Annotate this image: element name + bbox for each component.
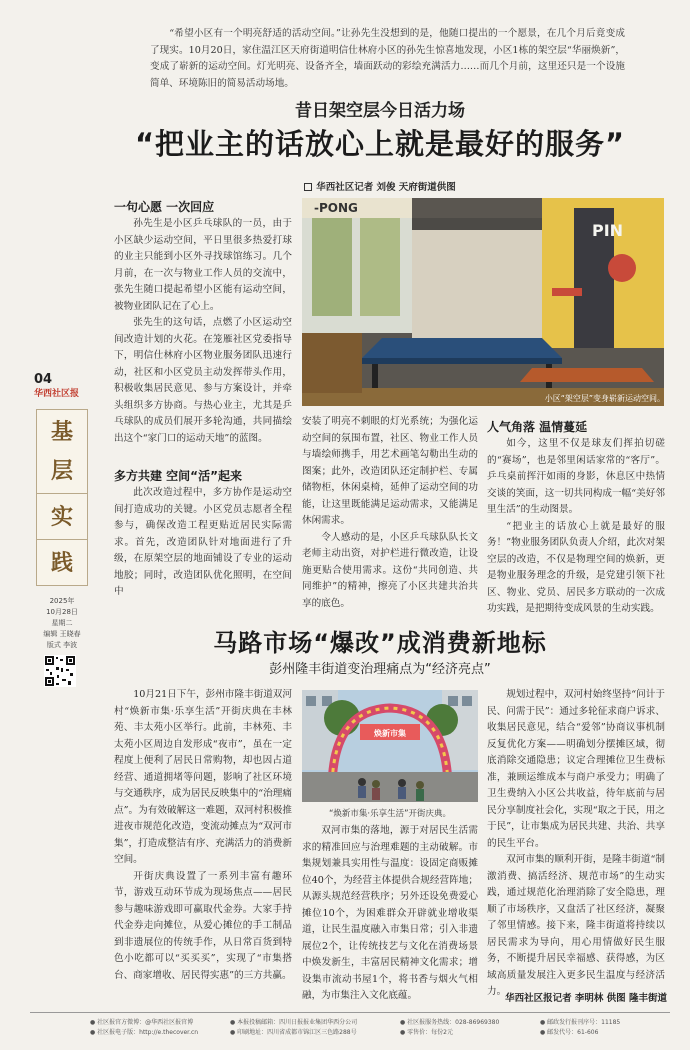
story1-headline: “把业主的话放心上就是最好的服务” <box>134 127 626 161</box>
story2-subheadline: 彭州隆丰街道变治理痛点为“经济亮点” <box>269 662 491 677</box>
issue-weekday: 星期二 <box>51 619 73 627</box>
story2-col-left <box>114 687 292 984</box>
section-char-2: 层 <box>36 448 88 494</box>
story1-p4: 安装了明亮不刺眼的灯光系统；为强化运动空间的氛围布置，社区、物业工作人员与墙绘师携手，用艺术画笔勾勒出生动的图案；此外，改造团队还定制护栏、专属储物柜，休闲桌椅，延伸了运动空间的功能，让这里既能满足运动需求，又能满足休闲需求。 <box>302 416 478 526</box>
footer-postal-number: ● 邮政发行报刊序号：11185 <box>540 1019 621 1026</box>
footer-postal-code: ● 邮发代号：61-606 <box>540 1029 599 1036</box>
story2-p3: 双河市集的落地，源于对居民生活需求的精准回应与治理难题的主动破解。市集规划兼具实用性与温度：设固定商贩摊位40个，为经营主体提供合规经营阵地；从源头规范经营秩序；另外还设免费爱心摊位10个，为困难群众开辟就业增收渠道，让民生温度融入市集日常；引入非遗展位2个，让传统技艺与文化在消费场景中焕发新生，丰富居民精神文化需求；增设集市流动书屋1个，将书香与烟火气相融，为市集注入文化底蕴。 <box>302 825 478 1001</box>
story2-photo-caption: “焕新市集·乐享生活”开街庆典。 <box>328 809 451 819</box>
story1-kicker: 昔日架空层今日活力场 <box>295 101 465 121</box>
section-char-3: 实 <box>36 494 88 540</box>
footer-price: ● 零售价：每份2元 <box>400 1029 453 1036</box>
footer-print-address: ● 印刷地址：四川省成都市锦江区三色路288号 <box>230 1029 357 1036</box>
issue-year: 2025年 <box>49 597 75 605</box>
issue-date <box>34 596 90 651</box>
ping-pong-room-illustration <box>302 198 664 406</box>
story2-headline: 马路市场“爆改”成消费新地标 <box>213 629 547 657</box>
svg-text:焕新市集: 焕新市集 <box>374 729 406 738</box>
story1-p1: 孙先生是小区乒乓球队的一员，由于小区缺少运动空间，平日里很多热爱打球的业主只能到小区外寻找球馆练习。几个月前，在一次与物业工作人员的交流中，张先生随口提起希望小区能有运动空间，被物业团队记在了心上。 <box>114 218 292 312</box>
intro-paragraph <box>150 26 625 92</box>
story1-sub3: 人气角落 温情蔓延 <box>487 420 588 434</box>
story1-photo <box>302 198 664 406</box>
story1-p7: “把业主的话放心上就是最好的服务！”物业服务团队负责人介绍，此次对架空层的改造，不仅是物理空间的焕新，更是物业服务理念的升级，是党建引领下社区、物业、党员、居民多方联动的一次成功实践，是把期待变成风景的生动实践。 <box>487 520 665 614</box>
brand-label: 华西社区报 <box>34 389 80 399</box>
story2-p4: 规划过程中，双河村始终坚持“问计于民、问需于民”：通过多轮征求商户诉求、收集居民意见，结合“爱邻”协商议事机制反复优化方案——明确划分摆摊区域，彻底消除交通隐患；议定合理摊位卫生费标准，兼顾运维成本与商户承受力；明确了卫生费纳入小区公共收益，待年底前与居民分享制度社会化，实现“取之于民，用之于民”，让市集成为居民共建、共治、共享的民生平台。 <box>487 689 665 849</box>
story1-p6: 如今，这里不仅是球友们挥拍切磋的“赛场”，也是邻里闲话家常的“客厅”。乒乓桌前挥汗如雨的身影，休息区中热情交谈的笑面，这一切共同构成一幅“美好邻里生活”的生动图景。 <box>487 438 665 515</box>
story2-photo <box>302 690 478 802</box>
story2-byline: 华西社区报记者 李明林 供图 隆丰街道 <box>505 993 667 1004</box>
story1-col-middle <box>302 414 478 612</box>
story1-p5: 令人感动的是，小区乒乓球队队长文老师主动出资，对护栏进行微改造，让设施更贴合使用需求。这份“共同创造、共同维护”的精神，擦亮了小区共建共治共享的底色。 <box>302 531 478 609</box>
page-number: 04 <box>34 372 53 387</box>
issue-day: 10月28日 <box>46 608 78 616</box>
issue-editor: 编辑 王晓春 <box>43 630 81 638</box>
qr-code-icon <box>44 655 76 687</box>
footer-weibo: ● 社区报官方微博：@华西社区报官博 <box>90 1019 194 1026</box>
story1-p2: 张先生的这句话，点燃了小区运动空间改造计划的火花。在笼雁社区党委指导下，明信仕林府小区物业服务团队迅速行动，社区和小区党员主动发挥带头作用，积极收集居民意见、参与方案设计，并牵头组织多方协商。与热心业主，尤其是乒乓球队的成员们展开多轮沟通，共同描绘出这个“家门口的运动天地”的蓝图。 <box>114 317 292 444</box>
story1-byline <box>100 180 660 196</box>
section-char-4: 践 <box>36 540 88 586</box>
svg-text:PIN: PIN <box>592 221 624 240</box>
story2-col-middle <box>302 823 478 1005</box>
footer-hotline: ● 社区报服务热线：028-86969380 <box>400 1019 500 1026</box>
square-icon <box>304 183 312 191</box>
story2-p5: 双河市集的顺利开街，是隆丰街道“制激消费、搞活经济、规范市场”的生动实践，通过规范化治理消除了安全隐患，理顺了市场秩序，又盘活了社区经济，凝聚了邻里情感。接下来，隆丰街道将持续以居民需求为导向，用心用情做好民生服务，不断提升居民幸福感、获得感，为区域高质量发展注入更多民生温度与经济活力。 <box>487 854 665 997</box>
story1-sub1: 一句心愿 一次回应 <box>114 200 215 214</box>
story1-sub2: 多方共建 空间“活”起来 <box>114 469 242 483</box>
story1-col-right <box>487 418 665 618</box>
story1-col-left <box>114 198 292 601</box>
story1-byline-text: 华西社区记者 刘俊 天府街道供图 <box>316 182 456 193</box>
issue-designer: 版式 李波 <box>46 641 78 649</box>
intro-text: “希望小区有一个明亮舒适的活动空间。”让孙先生没想到的是，他随口提出的一个愿景，在几个月后竟变成了现实。10月20日，家住温江区天府街道明信仕林府小区的孙先生惊喜地发现，小区1栋的架空层“华丽焕新”，变成了崭新的运动空间。灯光明亮、设备齐全，墙面跃动的彩绘充满活力……而几个月前，这里还只是一个设施简单、环境陈旧的简易活动场地。 <box>150 28 625 89</box>
story1-p3: 此次改造过程中，多方协作是运动空间打造成功的关键。小区党员志愿者全程参与，确保改造工程更贴近居民实际需求。首先，改造团队针对地面进行了升级，在原架空层的地面铺设了专业的运动地胶；同时，改造团队优化照明，在空间中 <box>114 487 292 597</box>
story1-photo-caption: 小区“架空层”变身崭新运动空间。 <box>544 394 665 403</box>
footer-divider <box>30 1012 670 1013</box>
story2-col-right <box>487 687 665 1001</box>
market-opening-illustration <box>302 690 478 802</box>
section-char-1: 基 <box>36 409 88 455</box>
svg-text:-PONG: -PONG <box>314 201 358 215</box>
footer-epaper[interactable]: ● 社区报电子版：http://e.thecover.cn <box>90 1029 199 1036</box>
footer-submission: ● 本报投稿邮箱：四川日报报业集团华西分公司 <box>230 1019 358 1026</box>
story2-p1: 10月21日下午，彭州市隆丰街道双河村“焕新市集·乐享生活”开街庆典在丰林苑、丰太苑小区举行。此前，丰林苑、丰太苑小区周边自发形成“夜市”，虽在一定程度上便利了居民日常购物，却也因占道经营、通道拥堵等问题，影响了社区环境与交通秩序，成为居民反映集中的“治理痛点”。为有效破解这一难题，双河村积极推进夜市规范化改造，变流动摊点为“双河市集”，打造成整洁有序、充满活力的消费新空间。 <box>114 689 292 865</box>
story2-p2: 开街庆典设置了一系列丰富有趣环节，游戏互动环节成为现场焦点——居民参与趣味游戏即可赢取代金券。大家手持代金券走向摊位，从爱心摊位的手工制品到非遗展位的传统手作，从日常百货到特色小吃都可以“买买买”，实现了“市集搭台、商家增收、居民得实惠”的三方共赢。 <box>114 870 292 981</box>
